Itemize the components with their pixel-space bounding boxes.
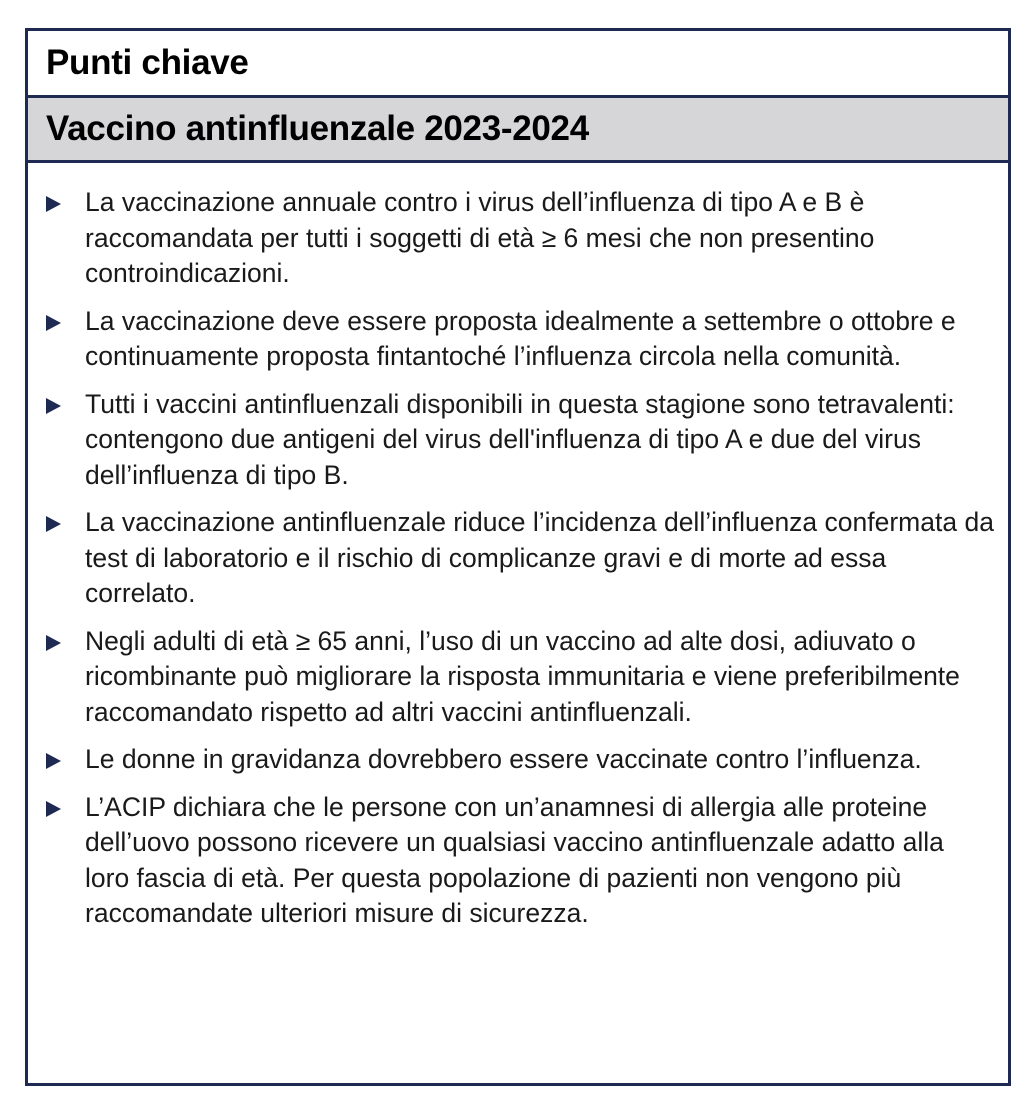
- triangle-bullet-icon: [46, 398, 61, 414]
- list-item-text: La vaccinazione deve essere proposta idealmente a settembre o ottobre e continuamente proposta fintantoché l’influenza circola nella comunità.: [85, 305, 956, 371]
- list-item-text: Negli adulti di età ≥ 65 anni, l’uso di un vaccino ad alte dosi, adiuvato o ricombinante può migliorare la risposta immunitaria e viene preferibilmente raccomandato rispetto ad altri vaccini antinfluenzali.: [85, 625, 960, 727]
- triangle-bullet-icon: [46, 516, 61, 532]
- list-item-text: La vaccinazione antinfluenzale riduce l’incidenza dell’influenza confermata da test di laboratorio e il rischio di complicanze gravi e di morte ad essa correlato.: [85, 507, 994, 608]
- triangle-bullet-icon: [46, 196, 61, 212]
- key-points-list: [28, 163, 1008, 932]
- list-item-text: L’ACIP dichiara che le persone con un’anamnesi di allergia alle proteine dell’uovo possono ricevere un qualsiasi vaccino antinfluenzale adatto alla loro fascia di età. Per questa popolazione di pazienti non vengono più raccomandate ulteriori misure di sicurezza.: [85, 791, 944, 928]
- list-item: [46, 304, 994, 375]
- list-item-text: Tutti i vaccini antinfluenzali disponibili in questa stagione sono tetravalenti: contengono due antigeni del virus dell'influenza di tipo A e due del virus dell’influenza di tipo B.: [85, 388, 955, 490]
- box-title: Vaccino antinfluenzale 2023-2024: [28, 98, 1008, 163]
- list-item: [46, 624, 994, 731]
- list-item: [46, 505, 994, 612]
- triangle-bullet-icon: [46, 753, 61, 769]
- list-item: [46, 742, 994, 778]
- triangle-bullet-icon: [46, 801, 61, 817]
- list-item: [46, 387, 994, 494]
- list-item: [46, 185, 994, 292]
- list-item-text: Le donne in gravidanza dovrebbero essere vaccinate contro l’influenza.: [85, 744, 922, 774]
- key-points-box: [25, 28, 1011, 1086]
- triangle-bullet-icon: [46, 635, 61, 651]
- box-label: Punti chiave: [28, 31, 1008, 98]
- triangle-bullet-icon: [46, 315, 61, 331]
- list-item-text: La vaccinazione annuale contro i virus dell’influenza di tipo A e B è raccomandata per tutti i soggetti di età ≥ 6 mesi che non presentino controindicazioni.: [85, 187, 875, 288]
- list-item: [46, 790, 994, 932]
